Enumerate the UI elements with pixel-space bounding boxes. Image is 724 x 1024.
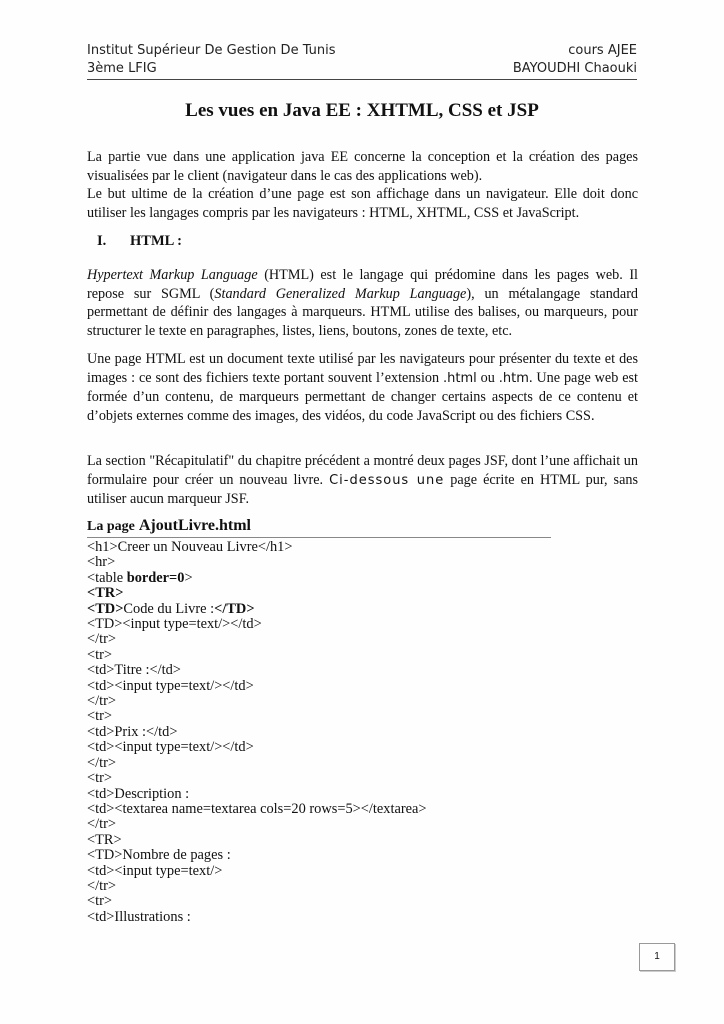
code-line: <TR> [87,831,122,848]
code-token: > [184,569,193,586]
code-filename: AjoutLivre.html [138,517,251,534]
section-title: HTML : [130,233,182,249]
code-heading-label: La page [87,519,135,534]
code-line: </tr> [87,693,117,710]
code-line: </tr> [87,816,117,833]
code-listing [87,540,427,925]
code-line: <tr> [87,770,113,787]
page-header [87,42,637,78]
code-line: <TD>Nombre de pages : [87,847,231,864]
section-heading [97,233,182,250]
code-token: <TD> [87,600,124,617]
spaced-text: Ci-dessous une [329,472,445,488]
header-class: 3ème LFIG [87,61,157,76]
recap-paragraph [87,452,638,509]
code-token: Code du Livre : [123,600,215,617]
text-span: ), un métalangage standard permettant de définir des langages à marqueurs. HTML utilise des balises, ou marqueurs, pour structurer le texte en paragraphes, listes, liens, boutons, zones de texte, etc. [87,285,639,339]
section-number: I. [97,233,107,249]
page-title: Les vues en Java EE : XHTML, CSS et JSP [185,100,539,121]
code-token: <TR> [87,585,124,602]
code-token: border=0 [126,569,185,586]
code-line: <td>Titre :</td> [87,662,181,679]
text-span: La section "Récapitulatif" du chapitre précédent a montré deux pages JSF, dont l’une affichait un formulaire pour créer un nouveau livre. [87,453,638,488]
code-line: <td><textarea name=textarea cols=20 rows=5></textarea> [87,800,427,817]
term-hypertext: Hypertext Markup Language [87,267,258,283]
extension-htm: .htm [498,370,529,386]
intro-paragraph-2: Le but ultime de la création d’une page est son affichage dans un navigateur. Elle doit donc utiliser les langages compris par les navigateurs : HTML, XHTML, CSS et JavaScript. [87,186,638,221]
code-line: <hr> [87,554,116,571]
term-sgml: Standard Generalized Markup Language [214,285,467,302]
header-institution: Institut Supérieur De Gestion De Tunis [87,43,336,58]
code-line: <td><input type=text/></td> [87,677,254,694]
code-token: <table [87,569,127,586]
code-line: </tr> [87,631,117,648]
text-span: (HTML) est le langage qui prédomine dans les pages web. Il repose sur SGML ( [87,267,638,302]
code-line: <td>Illustrations : [87,908,191,925]
intro-block [87,148,638,222]
text-span: Une page HTML est un document texte utilisé par les navigateurs pour présenter du texte et des images : ce sont des fichiers texte portant souvent l’extension [87,351,638,386]
html-definition-paragraph [87,266,638,340]
code-line: <h1>Creer un Nouveau Livre</h1> [87,539,293,555]
header-author: BAYOUDHI Chaouki [512,61,637,76]
intro-paragraph-1: La partie vue dans une application java EE concerne la conception et la création des pages visualisées par le client (navigateur dans le cas des applications web). [87,149,638,184]
code-line [87,571,427,586]
code-line: <tr> [87,708,113,725]
extension-html: .html [443,370,477,386]
text-span: . Une page web est formée d’un contenu, de marqueurs permettant de changer certains aspects de ce contenu et d’objets externes comme des images, des vidéos, du code JavaScript ou des fichiers CSS. [87,369,638,424]
code-line: </tr> [87,877,117,894]
code-line [87,602,427,617]
code-line: <td><input type=text/></td> [87,739,254,756]
text-span: page écrite en HTML pur, sans utiliser aucun marqueur JSF. [87,471,638,508]
page-number: 1 [639,943,675,971]
code-line: <td>Description : [87,785,190,802]
code-heading [87,517,251,535]
code-line: <tr> [87,646,113,663]
code-line: <tr> [87,893,113,910]
code-line: <TD><input type=text/></td> [87,616,262,633]
text-span: ou [476,369,499,386]
code-line [87,586,427,601]
html-page-paragraph [87,350,638,425]
header-divider [87,79,637,80]
header-course: cours AJEE [568,43,637,58]
code-line: <td>Prix :</td> [87,723,178,740]
code-line: </tr> [87,754,117,771]
code-line: <td><input type=text/> [87,862,223,879]
code-divider [87,537,551,538]
code-token: </TD> [214,600,255,617]
